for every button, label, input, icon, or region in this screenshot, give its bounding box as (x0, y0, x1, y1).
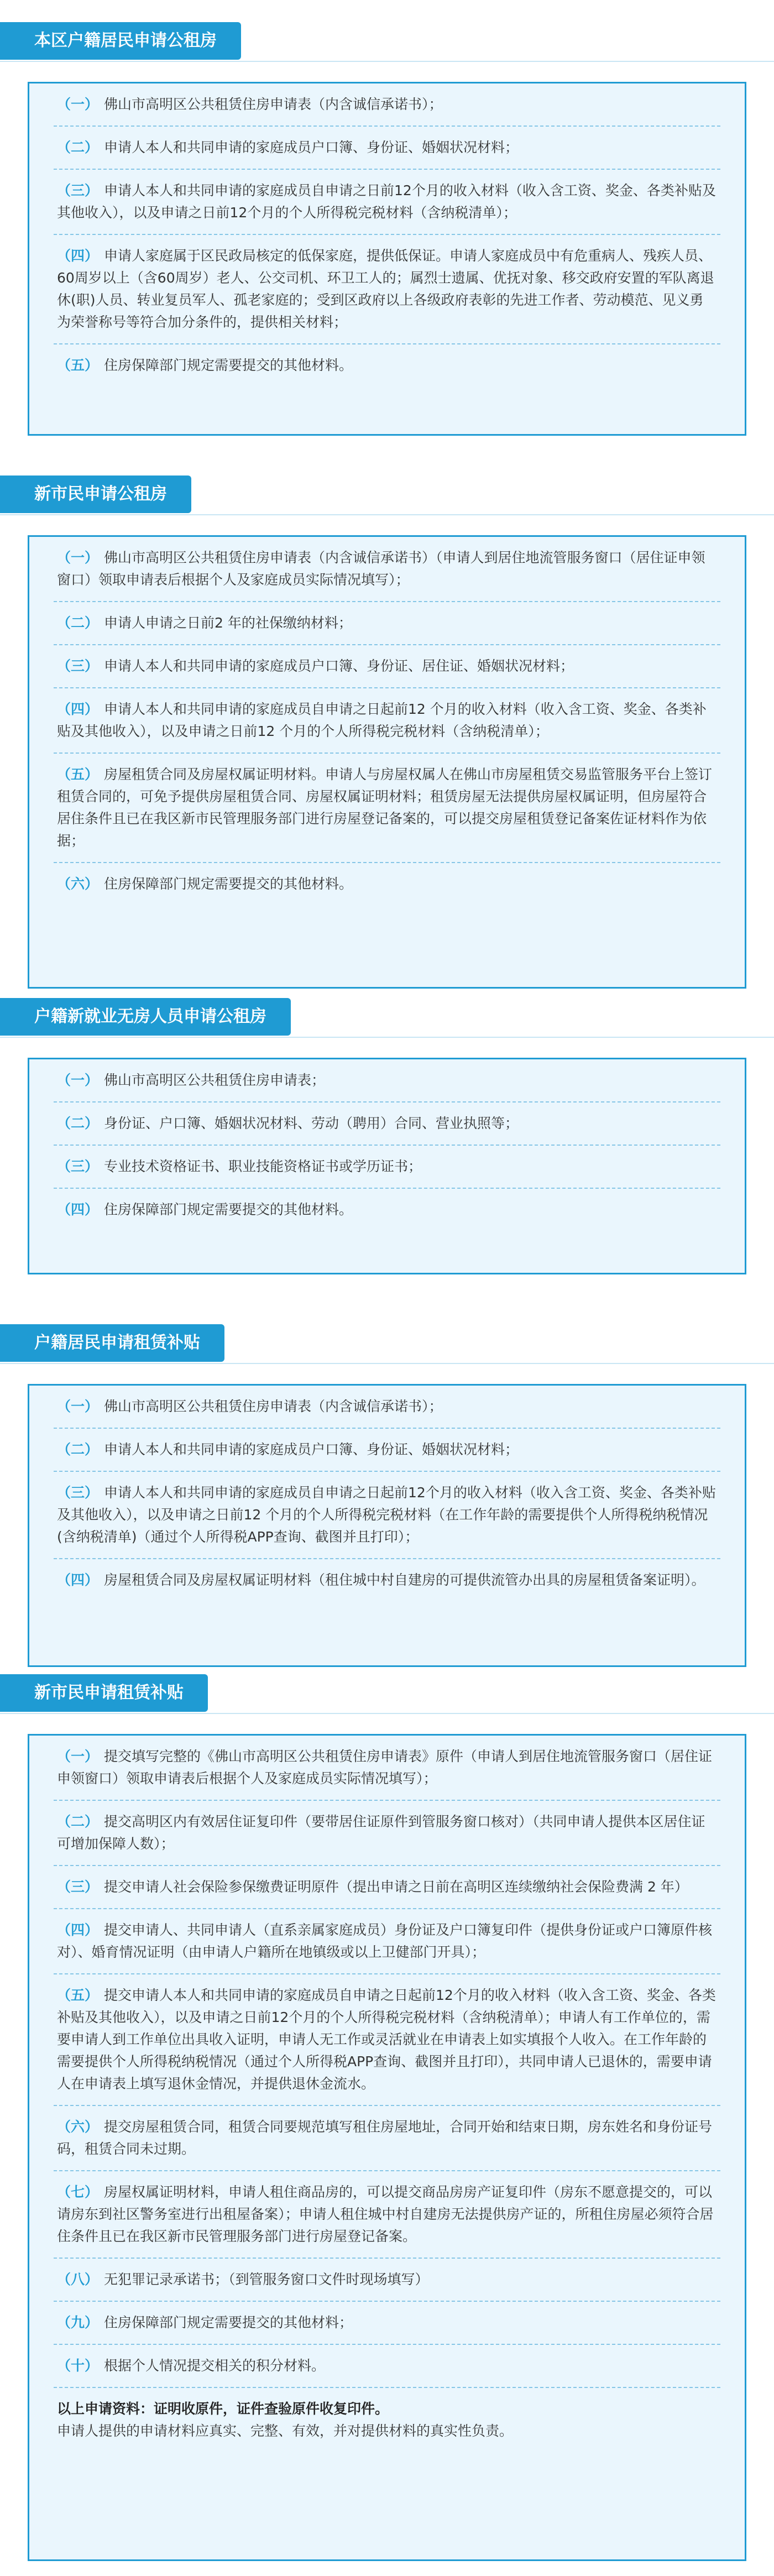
item-text: 申请人本人和共同申请的家庭成员自申请之日前12个月的收入材料（收入含工资、奖金、各类补贴及其他收入），以及申请之日前12个月的个人所得税完税材料（含纳税清单）； (57, 182, 716, 221)
list-item (54, 127, 720, 170)
list-item (54, 537, 720, 602)
section-divider (0, 514, 774, 515)
item-text: 佛山市高明区公共租赁住房申请表（内含诚信承诺书）； (104, 96, 443, 112)
section-local-resident-rent-subsidy (0, 1324, 774, 1588)
item-text: 房屋租赁合同及房屋权属证明材料。申请人与房屋权属人在佛山市房屋租赁交易监管服务平台上签订租赁合同的，可免予提供房屋租赁合同、房屋权属证明材料；租赁房屋无法提供房屋权属证明，但房屋符合居住条件且已在我区新市民管理服务部门进行房屋登记备案的，可以提交房屋租赁登记备案佐证材料作为依据； (57, 766, 713, 849)
item-number: （四） (57, 1201, 99, 1218)
note-text: 申请人提供的申请材料应真实、完整、有效，并对提供材料的真实性负责。 (57, 2423, 514, 2439)
item-number: （一） (57, 1072, 99, 1088)
materials-panel (28, 82, 746, 436)
section-header (0, 1674, 774, 1712)
item-text: 提交房屋租赁合同，租赁合同要规范填写租住房屋地址，合同开始和结束日期，房东姓名和身份证号码，租赁合同未过期。 (57, 2119, 713, 2157)
item-number: （三） (57, 1879, 99, 1895)
list-item (54, 863, 720, 905)
item-number: （一） (57, 550, 99, 566)
item-text: 佛山市高明区公共租赁住房申请表（内含诚信承诺书）； (104, 1398, 443, 1414)
materials-panel (28, 535, 746, 989)
item-number: （二） (57, 1115, 99, 1131)
item-number: （二） (57, 1814, 99, 1830)
item-text: 根据个人情况提交相关的积分材料。 (104, 2358, 326, 2374)
item-text: 申请人本人和共同申请的家庭成员户口簿、身份证、婚姻状况材料； (104, 1441, 519, 1457)
item-number: （一） (57, 1398, 99, 1414)
item-number: （八） (57, 2271, 99, 2287)
item-number: （三） (57, 182, 99, 198)
item-number: （四） (57, 1572, 99, 1588)
section-title: 新市民申请公租房 (0, 476, 191, 513)
list-item (54, 2302, 720, 2345)
section-title: 新市民申请租赁补贴 (0, 1674, 208, 1712)
item-text: 身份证、户口簿、婚姻状况材料、劳动（聘用）合同、营业执照等； (104, 1115, 519, 1131)
section-title: 本区户籍居民申请公租房 (0, 22, 241, 60)
item-text: 提交申请人社会保险参保缴费证明原件（提出申请之日前在高明区连续缴纳社会保险费满 2 年） (104, 1879, 688, 1895)
item-text: 提交填写完整的《佛山市高明区公共租赁住房申请表》原件（申请人到居住地流管服务窗口（居住证申领窗口）领取申请表后根据个人及家庭成员实际情况填写）； (57, 1748, 713, 1786)
item-text: 申请人本人和共同申请的家庭成员自申请之日起前12 个月的收入材料（收入含工资、奖金、各类补贴及其他收入），以及申请之日前12 个月的个人所得税完税材料（含纳税清单）； (57, 701, 707, 739)
section-divider (0, 1037, 774, 1038)
section-header (0, 22, 774, 60)
section-header (0, 998, 774, 1036)
item-text: 提交申请人、共同申请人（直系亲属家庭成员）身份证及户口簿复印件（提供身份证或户口簿原件核对）、婚育情况证明（由申请人户籍所在地镇级或以上卫健部门开具）； (57, 1922, 713, 1960)
item-number: （四） (57, 701, 99, 717)
item-text: 提交申请人本人和共同申请的家庭成员自申请之日起前12个月的收入材料（收入含工资、奖金、各类补贴及其他收入），以及申请之日前12个月的个人所得税完税材料（含纳税清单）；申请人有工作单位的，需要申请人到工作单位出具收入证明，申请人无工作或灵活就业在申请表上如实填报个人收入。在工作年龄的需要提供个人所得税纳税情况（通过个人所得税APP查询、截图并且打印），共同申请人已退休的，需要申请人在申请表上填写退休金情况，并提供退休金流水。 (57, 1987, 716, 2092)
item-text: 申请人申请之日前2 年的社保缴纳材料； (104, 615, 352, 631)
item-number: （三） (57, 1485, 99, 1501)
list-item (54, 1102, 720, 1146)
item-text: 提交高明区内有效居住证复印件（要带居住证原件到管服务窗口核对）（共同申请人提供本区居住证可增加保障人数）； (57, 1814, 705, 1852)
item-text: 申请人家庭属于区民政局核定的低保家庭，提供低保证。申请人家庭成员中有危重病人、残疾人员、60周岁以上（含60周岁）老人、公交司机、环卫工人的；属烈士遗属、优抚对象、移交政府安置的军队离退休(职)人员、转业复员军人、孤老家庭的；受到区政府以上各级政府表彰的先进工作者、劳动模范、见义勇为荣誉称号等符合加分条件的，提供相关材料； (57, 248, 714, 330)
list-item (54, 2171, 720, 2259)
list-item (54, 1386, 720, 1429)
list-item (54, 1801, 720, 1866)
materials-panel (28, 1058, 746, 1274)
list-item (54, 1472, 720, 1559)
list-item (54, 2345, 720, 2388)
item-number: （三） (57, 658, 99, 674)
item-text: 住房保障部门规定需要提交的其他材料。 (104, 1201, 353, 1218)
list-item (54, 1866, 720, 1909)
item-text: 申请人本人和共同申请的家庭成员自申请之日起前12个月的收入材料（收入含工资、奖金、各类补贴及其他收入），以及申请之日前12 个月的个人所得税完税材料（在工作年龄的需要提供个人所得税纳税情况(含纳税清单)（通过个人所得税APP查询、截图并且打印）； (57, 1485, 716, 1545)
item-text: 专业技术资格证书、职业技能资格证书或学历证书； (104, 1158, 422, 1174)
section-header (0, 1324, 774, 1362)
list-item (54, 83, 720, 127)
list-item (54, 235, 720, 344)
item-number: （一） (57, 96, 99, 112)
item-number: （五） (57, 357, 99, 373)
list-item (54, 1189, 720, 1231)
item-number: （一） (57, 1748, 99, 1764)
item-text: 住房保障部门规定需要提交的其他材料； (104, 2314, 353, 2331)
list-item (54, 688, 720, 754)
item-text: 佛山市高明区公共租赁住房申请表； (104, 1072, 326, 1088)
materials-note (54, 2388, 720, 2452)
item-number: （十） (57, 2358, 99, 2374)
list-item (54, 645, 720, 688)
section-divider (0, 1363, 774, 1364)
list-item (54, 2106, 720, 2171)
section-title: 户籍居民申请租赁补贴 (0, 1324, 224, 1362)
item-number: （三） (57, 1158, 99, 1174)
item-number: （六） (57, 2119, 99, 2135)
note-emphasis: 以上申请资料：证明收原件，证件查验原件收复印件。 (57, 2401, 389, 2417)
list-item (54, 170, 720, 235)
list-item (54, 344, 720, 386)
list-item (54, 1146, 720, 1189)
item-text: 申请人本人和共同申请的家庭成员户口簿、身份证、居住证、婚姻状况材料； (104, 658, 574, 674)
item-number: （九） (57, 2314, 99, 2331)
item-number: （四） (57, 1922, 99, 1938)
materials-panel (28, 1734, 746, 2561)
item-number: （二） (57, 615, 99, 631)
section-local-resident-public-rental (0, 22, 774, 373)
item-text: 佛山市高明区公共租赁住房申请表（内含诚信承诺书）（申请人到居住地流管服务窗口（居住证申领窗口）领取申请表后根据个人及家庭成员实际情况填写）； (57, 550, 705, 588)
list-item (54, 754, 720, 863)
item-number: （二） (57, 139, 99, 155)
list-item (54, 1909, 720, 1974)
item-number: （六） (57, 876, 99, 892)
section-new-employee-public-rental (0, 998, 774, 1218)
item-text: 房屋租赁合同及房屋权属证明材料（租住城中村自建房的可提供流管办出具的房屋租赁备案证明）。 (104, 1572, 705, 1588)
section-new-citizen-rent-subsidy (0, 1674, 774, 2439)
section-divider (0, 61, 774, 62)
list-item (54, 1559, 720, 1601)
item-text: 无犯罪记录承诺书；（到管服务窗口文件时现场填写） (104, 2271, 429, 2287)
list-item (54, 1429, 720, 1472)
list-item (54, 2259, 720, 2302)
item-text: 住房保障部门规定需要提交的其他材料。 (104, 357, 353, 373)
list-item (54, 1974, 720, 2106)
section-header (0, 476, 774, 513)
item-number: （五） (57, 766, 99, 782)
materials-panel (28, 1384, 746, 1667)
list-item (54, 1059, 720, 1102)
item-text: 申请人本人和共同申请的家庭成员户口簿、身份证、婚姻状况材料； (104, 139, 519, 155)
item-text: 住房保障部门规定需要提交的其他材料。 (104, 876, 353, 892)
item-number: （五） (57, 1987, 99, 2003)
section-title: 户籍新就业无房人员申请公租房 (0, 998, 291, 1036)
item-text: 房屋权属证明材料，申请人租住商品房的，可以提交商品房房产证复印件（房东不愿意提交的，可以请房东到社区警务室进行出租屋备案）；申请人租住城中村自建房无法提供房产证的，所租住房屋必须符合居住条件且已在我区新市民管理服务部门进行房屋登记备案。 (57, 2184, 714, 2244)
list-item (54, 1736, 720, 1801)
item-number: （四） (57, 248, 99, 264)
section-new-citizen-public-rental (0, 476, 774, 892)
item-number: （七） (57, 2184, 99, 2200)
list-item (54, 602, 720, 645)
section-divider (0, 1713, 774, 1714)
item-number: （二） (57, 1441, 99, 1457)
